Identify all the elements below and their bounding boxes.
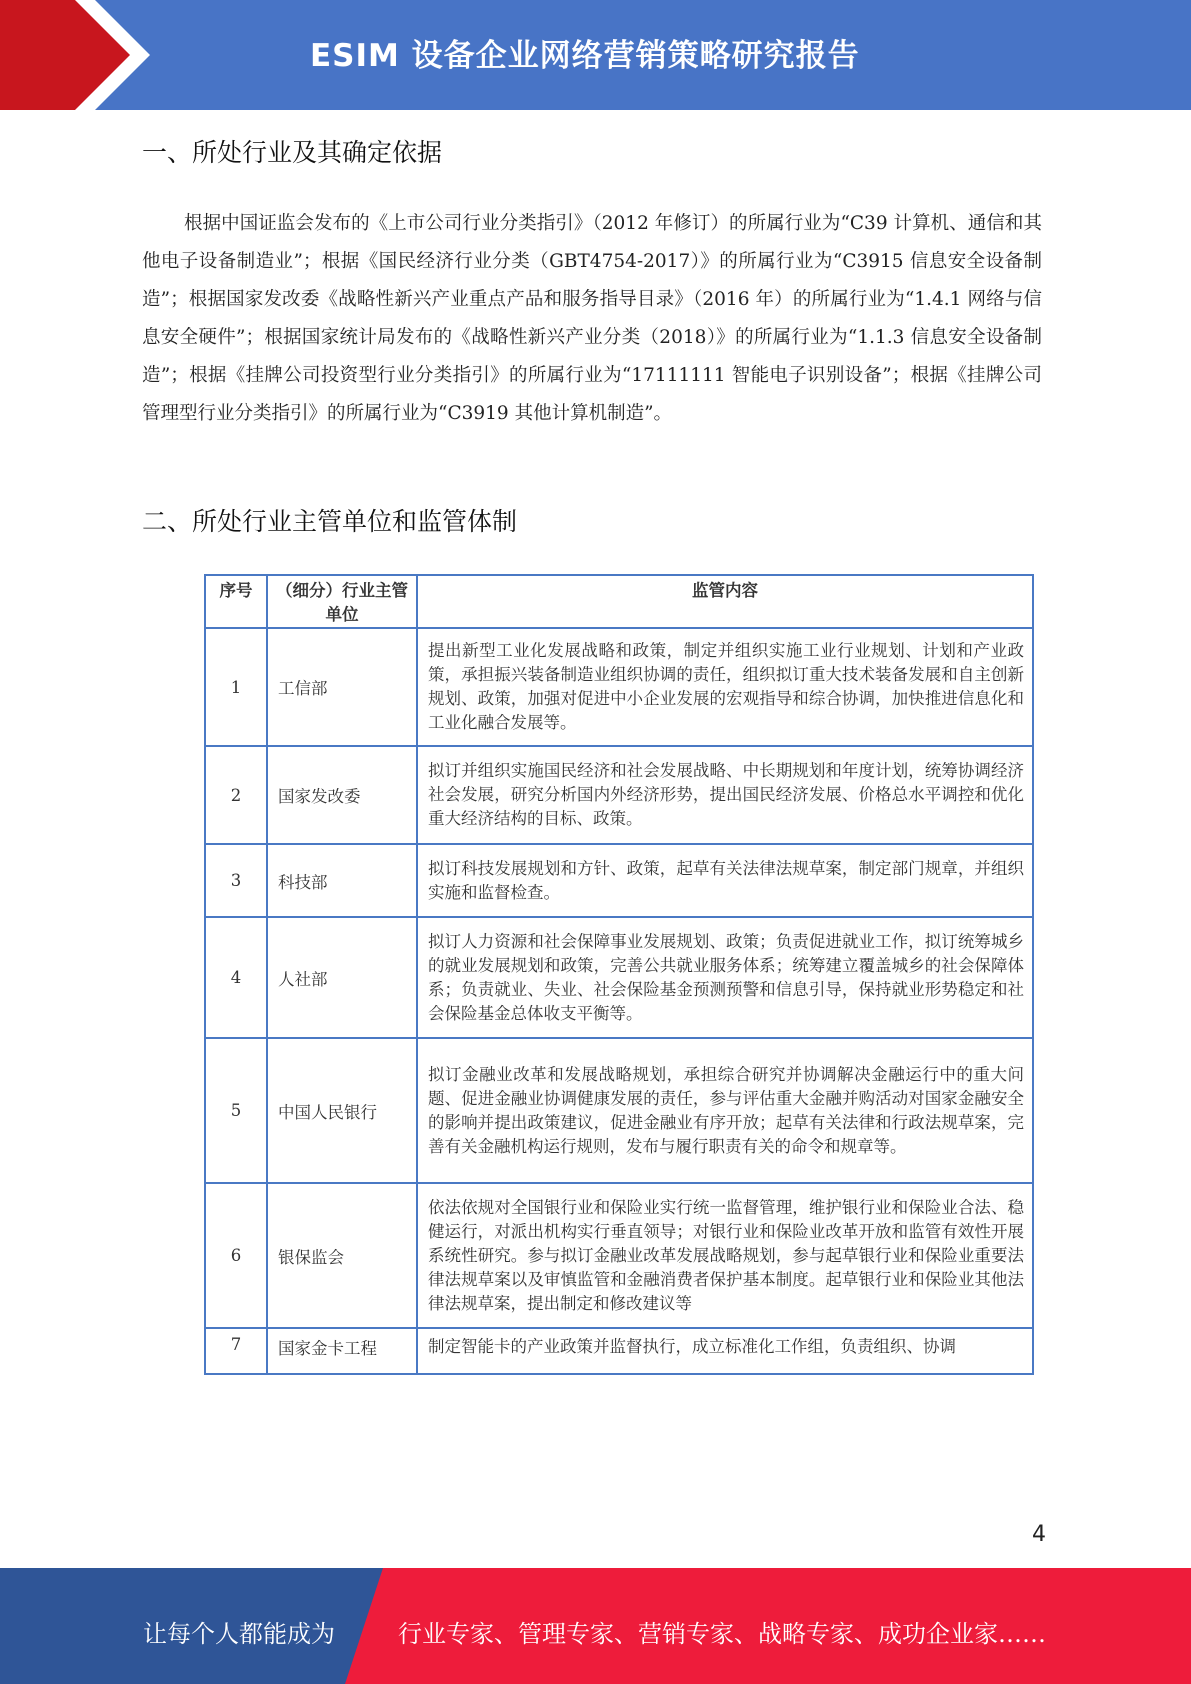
footer-slogan-right: 行业专家、管理专家、营销专家、战略专家、成功企业家…… <box>398 1620 1046 1648</box>
row-number: 1 <box>205 628 267 746</box>
row-number: 3 <box>205 844 267 917</box>
red-chevron-icon <box>0 0 160 110</box>
row-number: 7 <box>205 1328 267 1374</box>
row-content: 拟订金融业改革和发展战略规划，承担综合研究并协调解决金融运行中的重大问题、促进金融业协调健康发展的责任，参与评估重大金融并购活动对国家金融安全的影响并提出政策建议，促进金融业有序开放；起草有关法律和行政法规草案，完善有关金融机构运行规则，发布与履行职责有关的命令和规章等。 <box>417 1038 1033 1183</box>
header-content: 监管内容 <box>417 575 1033 628</box>
table-row <box>205 628 1033 746</box>
row-department: 科技部 <box>267 844 417 917</box>
row-number: 6 <box>205 1183 267 1328</box>
table-row <box>205 1038 1033 1183</box>
table-row <box>205 1328 1033 1374</box>
row-content: 依法依规对全国银行业和保险业实行统一监督管理，维护银行业和保险业合法、稳健运行，对派出机构实行垂直领导；对银行业和保险业改革开放和监管有效性开展系统性研究。参与拟订金融业改革发展战略规划，参与起草银行业和保险业重要法律法规草案以及审慎监管和金融消费者保护基本制度。起草银行业和保险业其他法律法规草案，提出制定和修改建议等 <box>417 1183 1033 1328</box>
page-footer <box>0 1568 1191 1684</box>
table-row <box>205 917 1033 1038</box>
row-content: 拟订并组织实施国民经济和社会发展战略、中长期规划和年度计划，统筹协调经济社会发展，研究分析国内外经济形势，提出国民经济发展、价格总水平调控和优化重大经济结构的目标、政策。 <box>417 746 1033 844</box>
page-header <box>0 0 1191 110</box>
row-department: 人社部 <box>267 917 417 1038</box>
footer-slogan-left: 让每个人都能成为 <box>143 1620 335 1648</box>
row-number: 4 <box>205 917 267 1038</box>
header-number: 序号 <box>205 575 267 628</box>
row-department: 中国人民银行 <box>267 1038 417 1183</box>
row-department: 银保监会 <box>267 1183 417 1328</box>
table-header-row <box>205 575 1033 628</box>
row-number: 5 <box>205 1038 267 1183</box>
row-department: 国家发改委 <box>267 746 417 844</box>
regulation-table-wrapper <box>204 574 1034 1375</box>
page-number: 4 <box>1032 1522 1046 1547</box>
row-department: 工信部 <box>267 628 417 746</box>
section-heading-regulation: 二、所处行业主管单位和监管体制 <box>142 507 518 536</box>
row-content: 提出新型工业化发展战略和政策，制定并组织实施工业行业规划、计划和产业政策，承担振兴装备制造业组织协调的责任，组织拟订重大技术装备发展和自主创新规划、政策，加强对促进中小企业发展的宏观指导和综合协调，加快推进信息化和工业化融合发展等。 <box>417 628 1033 746</box>
regulation-table <box>204 574 1034 1375</box>
header-department: （细分）行业主管单位 <box>267 575 417 628</box>
table-row <box>205 746 1033 844</box>
row-department: 国家金卡工程 <box>267 1328 417 1374</box>
row-content: 制定智能卡的产业政策并监督执行，成立标准化工作组，负责组织、协调 <box>417 1328 1033 1374</box>
row-content: 拟订科技发展规划和方针、政策，起草有关法律法规草案，制定部门规章，并组织实施和监督检查。 <box>417 844 1033 917</box>
section-heading-industry: 一、所处行业及其确定依据 <box>142 138 443 167</box>
table-row <box>205 844 1033 917</box>
table-row <box>205 1183 1033 1328</box>
report-title: ESIM 设备企业网络营销策略研究报告 <box>310 38 860 74</box>
row-content: 拟订人力资源和社会保障事业发展规划、政策；负责促进就业工作，拟订统筹城乡的就业发展规划和政策，完善公共就业服务体系；统筹建立覆盖城乡的社会保障体系；负责就业、失业、社会保险基金预测预警和信息引导，保持就业形势稳定和社会保险基金总体收支平衡等。 <box>417 917 1033 1038</box>
row-number: 2 <box>205 746 267 844</box>
industry-basis-paragraph: 根据中国证监会发布的《上市公司行业分类指引》（2012 年修订）的所属行业为“C39 计算机、通信和其他电子设备制造业”；根据《国民经济行业分类（GBT4754-2017）》的所属行业为“C3915 信息安全设备制造”；根据国家发改委《战略性新兴产业重点产品和服务指导目录》（2016 年）的所属行业为“1.4.1 网络与信息安全硬件”；根据国家统计局发布的《战略性新兴产业分类（2018）》的所属行业为“1.1.3 信息安全设备制造”；根据《挂牌公司投资型行业分类指引》的所属行业为“17111111 智能电子识别设备”；根据《挂牌公司管理型行业分类指引》的所属行业为“C3919 其他计算机制造”。 <box>142 213 1042 424</box>
